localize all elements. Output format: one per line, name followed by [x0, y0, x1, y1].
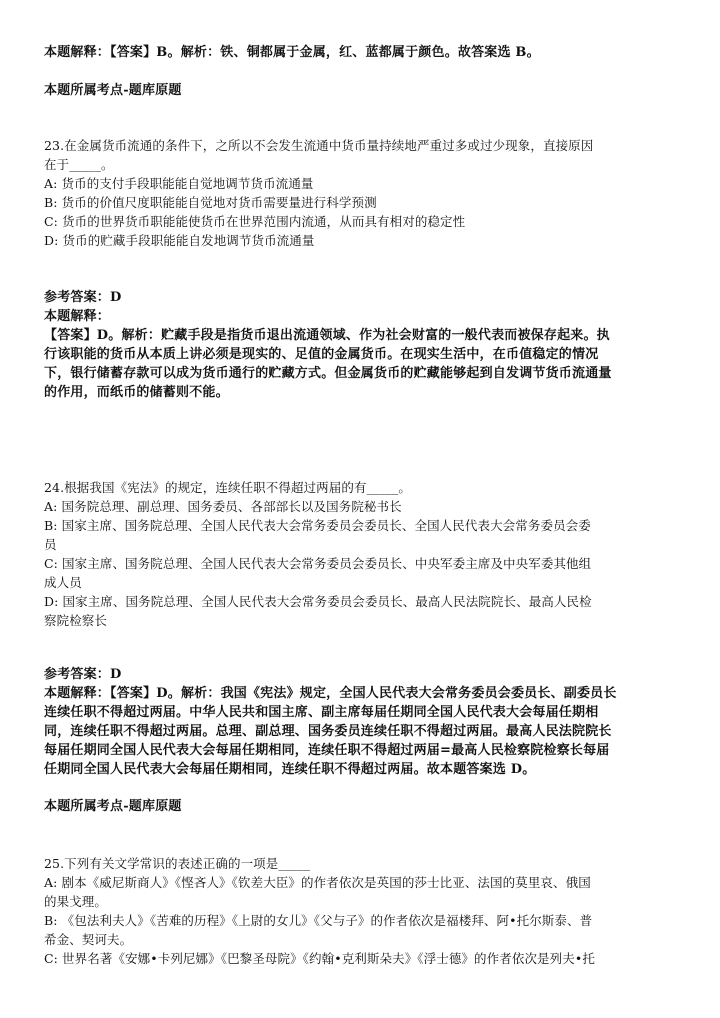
q24-answer: 参考答案：D: [44, 667, 122, 682]
q24-stem: 24.根据我国《宪法》的规定，连续任职不得超过两届的有_____。: [44, 480, 411, 495]
q23-explain-line-3: 下，银行储蓄存款可以成为货币通行的贮藏方式。但金属货币的贮藏能够起到自发调节货币流通量: [44, 366, 612, 381]
q25-option-line-2: 的果戈理。: [44, 894, 108, 909]
q22-explanation: 本题解释：【答案】B。解析：铁、铜都属于金属，红、蓝都属于颜色。故答案选 B。: [44, 45, 540, 60]
q25-option-line-1: A: 剧本《威尼斯商人》《悭吝人》《钦差大臣》的作者依次是英国的莎士比亚、法国的莫里哀、俄国: [44, 875, 591, 890]
q22-source: 本题所属考点-题库原题: [44, 83, 182, 98]
q23-explain-line-4: 的作用，而纸币的储蓄则不能。: [44, 385, 229, 400]
q24-option-line-3: 员: [44, 537, 57, 552]
q23-explain-line-1: 【答案】D。解析：贮藏手段是指货币退出流通领域、作为社会财富的一般代表而被保存起来。执: [44, 328, 610, 343]
q24-explain-line-3: 同，连续任职不得超过两届。总理、副总理、国务委员连续任职不得超过两届。最高人民法院院长: [44, 724, 612, 739]
q23-answer: 参考答案：D: [44, 290, 122, 305]
q23-option-b: B: 货币的价值尺度职能能自觉地对货币需要量进行科学预测: [44, 195, 377, 210]
q25-option-line-5: C: 世界名著《安娜•卡列尼娜》《巴黎圣母院》《约翰•克利斯朵夫》《浮士德》的作者依次是列夫•托: [44, 951, 595, 966]
q25-option-line-4: 希金、契诃夫。: [44, 932, 133, 947]
q24-option-line-1: A: 国务院总理、副总理、国务委员、各部部长以及国务院秘书长: [44, 499, 402, 514]
q24-option-line-7: 察院检察长: [44, 613, 108, 628]
q24-explain-line-2: 连续任职不得超过两届。中华人民共和国主席、副主席每届任期同全国人民代表大会每届任期相: [44, 705, 599, 720]
q24-explain-line-4: 每届任期同全国人民代表大会每届任期相同，连续任职不得超过两届=最高人民检察院检察长每届: [44, 743, 610, 758]
q23-option-c: C: 货币的世界货币职能能使货币在世界范围内流通，从而具有相对的稳定性: [44, 214, 466, 229]
q24-option-line-5: 成人员: [44, 575, 82, 590]
q23-explain-title: 本题解释：: [44, 309, 111, 324]
q23-stem-line-2: 在于_____。: [44, 157, 114, 172]
q24-explain-line-5: 任期同全国人民代表大会每届任期相同，连续任职不得超过两届。故本题答案选 D。: [44, 762, 536, 777]
q24-explain-line-1: 本题解释：【答案】D。解析：我国《宪法》规定，全国人民代表大会常务委员会委员长、副委员长: [44, 686, 617, 701]
q24-option-line-6: D: 国家主席、国务院总理、全国人民代表大会常务委员会委员长、最高人民法院院长、最高人民检: [44, 594, 592, 609]
q23-option-d: D: 货币的贮藏手段职能能自发地调节货币流通量: [44, 233, 315, 248]
q24-option-line-4: C: 国家主席、国务院总理、全国人民代表大会常务委员会委员长、中央军委主席及中央军委其他组: [44, 556, 592, 571]
q25-option-line-3: B: 《包法利夫人》《苦难的历程》《上尉的女儿》《父与子》的作者依次是福楼拜、阿•托尔斯泰、普: [44, 913, 593, 928]
q25-stem: 25.下列有关文学常识的表述正确的一项是_____: [44, 856, 311, 871]
q23-stem-line-1: 23.在金属货币流通的条件下，之所以不会发生流通中货币量持续地严重过多或过少现象，直接原因: [44, 138, 594, 153]
q24-option-line-2: B: 国家主席、国务院总理、全国人民代表大会常务委员会委员长、全国人民代表大会常务委员会委: [44, 518, 591, 533]
q23-explain-line-2: 行该职能的货币从本质上讲必须是现实的、足值的金属货币。在现实生活中，在币值稳定的情况: [44, 347, 599, 362]
q24-source: 本题所属考点-题库原题: [44, 799, 182, 814]
q23-option-a: A: 货币的支付手段职能能自觉地调节货币流通量: [44, 176, 314, 191]
